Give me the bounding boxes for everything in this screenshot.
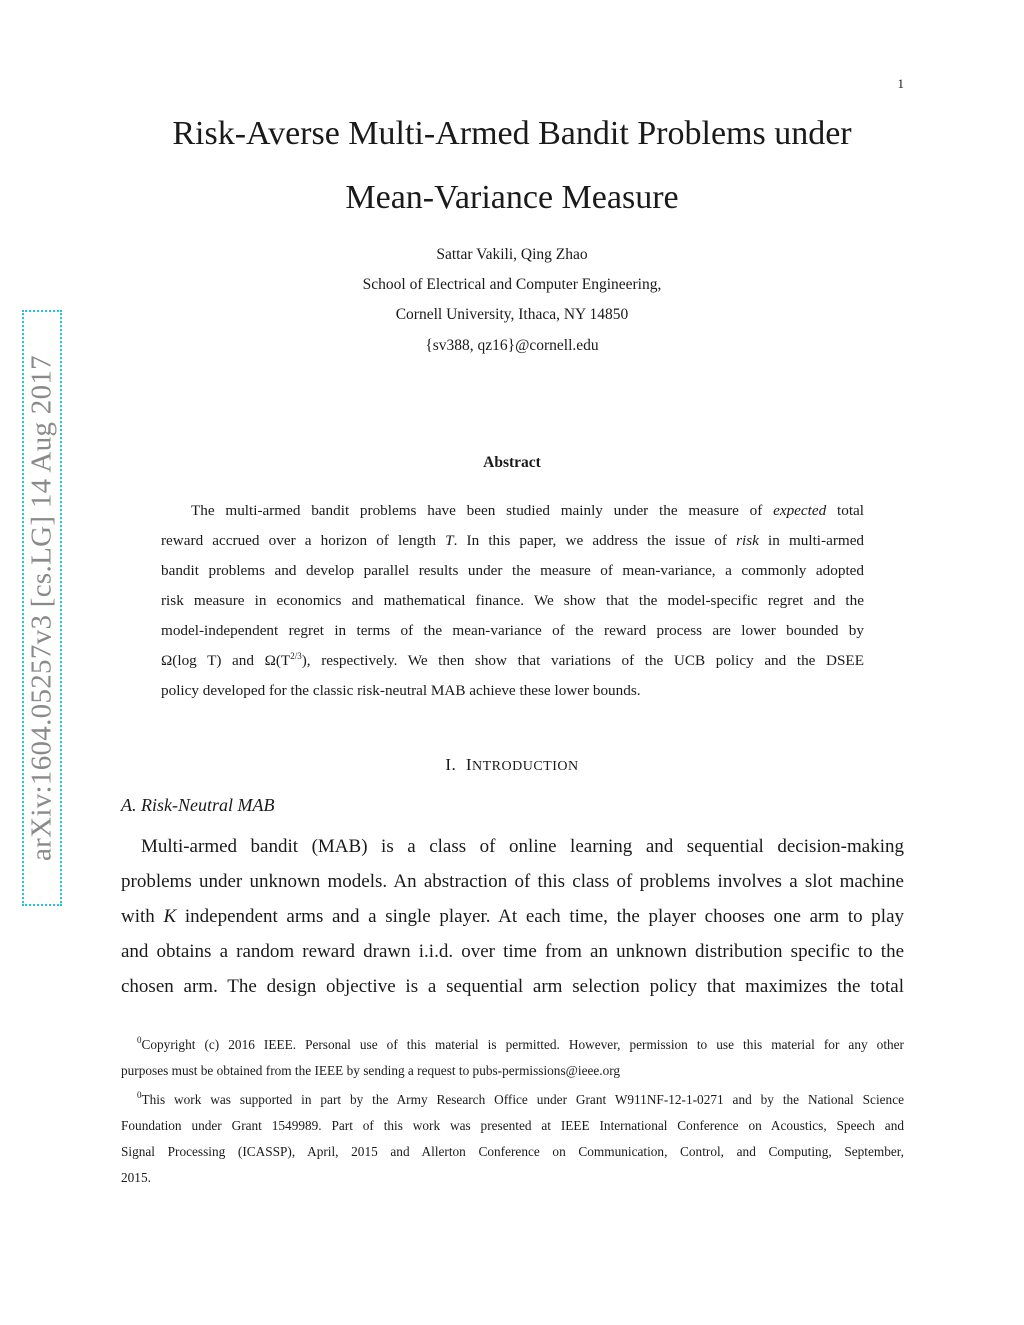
body-line-3: with K independent arms and a single player. At each time, the player chooses one arm to play [121,906,905,927]
footnote-2-line-2: Foundation under Grant 1549989. Part of this work was presented at IEEE International Conference on Acoustics, Speech and [121,1118,904,1133]
abstract-line-3: bandit problems and develop parallel results under the measure of mean-variance, a commonly adopted [161,562,864,579]
abstract-line-1: The multi-armed bandit problems have been studied mainly under the measure of expected total [191,502,864,519]
section-heading: I. INTRODUCTION [445,755,579,774]
author-university: Cornell University, Ithaca, NY 14850 [395,306,629,323]
abstract-line-6: Ω(log T) and $\Omega(T^{2/3})$, respectively. We then show that variations of the UCB policy and the DSEE [161,651,864,669]
author-email[interactable]: {sv388, qz16}@cornell.edu [425,337,599,354]
arxiv-stamp-text: arXiv:1604.05257v3 [cs.LG] 14 Aug 2017 [25,355,58,861]
author-names: Sattar Vakili, Qing Zhao [436,246,588,263]
body-line-5: chosen arm. The design objective is a sequential arm selection policy that maximizes the total [121,976,904,997]
footnote-1-line-2: purposes must be obtained from the IEEE by sending a request to pubs-permissions@ieee.org [121,1063,621,1078]
title-line-2: Mean-Variance Measure [345,179,679,216]
body-line-4: and obtains a random reward drawn i.i.d. over time from an unknown distribution specific to the [121,941,904,962]
math-omega-log-t: Ω(log T) [161,652,222,669]
page-number: 1 [897,76,904,91]
footnote-2-line-1: $^0$This work was supported in part by the Army Research Office under Grant W911NF-12-1-0271 and by the National Science [137,1090,904,1107]
subsection-heading: A. Risk-Neutral MAB [121,795,275,815]
abstract-heading: Abstract [483,454,541,471]
footnote-1-line-1: $^0$Copyright (c) 2016 IEEE. Personal use of this material is permitted. However, permission to use this material for any other [137,1035,904,1052]
abstract-line-4: risk measure in economics and mathematical finance. We show that the model-specific regret and the [161,592,864,609]
title-line-1: Risk-Averse Multi-Armed Bandit Problems under [172,115,852,152]
abstract-line-2: reward accrued over a horizon of length T. In this paper, we address the issue of risk in multi-armed [161,532,865,549]
footnote-2-line-4: 2015. [121,1170,151,1185]
author-school: School of Electrical and Computer Engineering, [362,276,662,293]
abstract-line-7: policy developed for the classic risk-neutral MAB achieve these lower bounds. [161,682,641,699]
footnote-2-line-3: Signal Processing (ICASSP), April, 2015 and Allerton Conference on Communication, Control, and Computing, September, [121,1144,904,1159]
arxiv-stamp[interactable] [22,310,62,906]
abstract-line-5: model-independent regret in terms of the mean-variance of the reward process are lower bounded by [161,622,864,639]
math-omega-t-two-thirds: $\Omega(T^{2/3})$ [264,651,307,669]
body-line-1: Multi-armed bandit (MAB) is a class of online learning and sequential decision-making [141,836,904,857]
body-line-2: problems under unknown models. An abstraction of this class of problems involves a slot machine [121,871,904,892]
